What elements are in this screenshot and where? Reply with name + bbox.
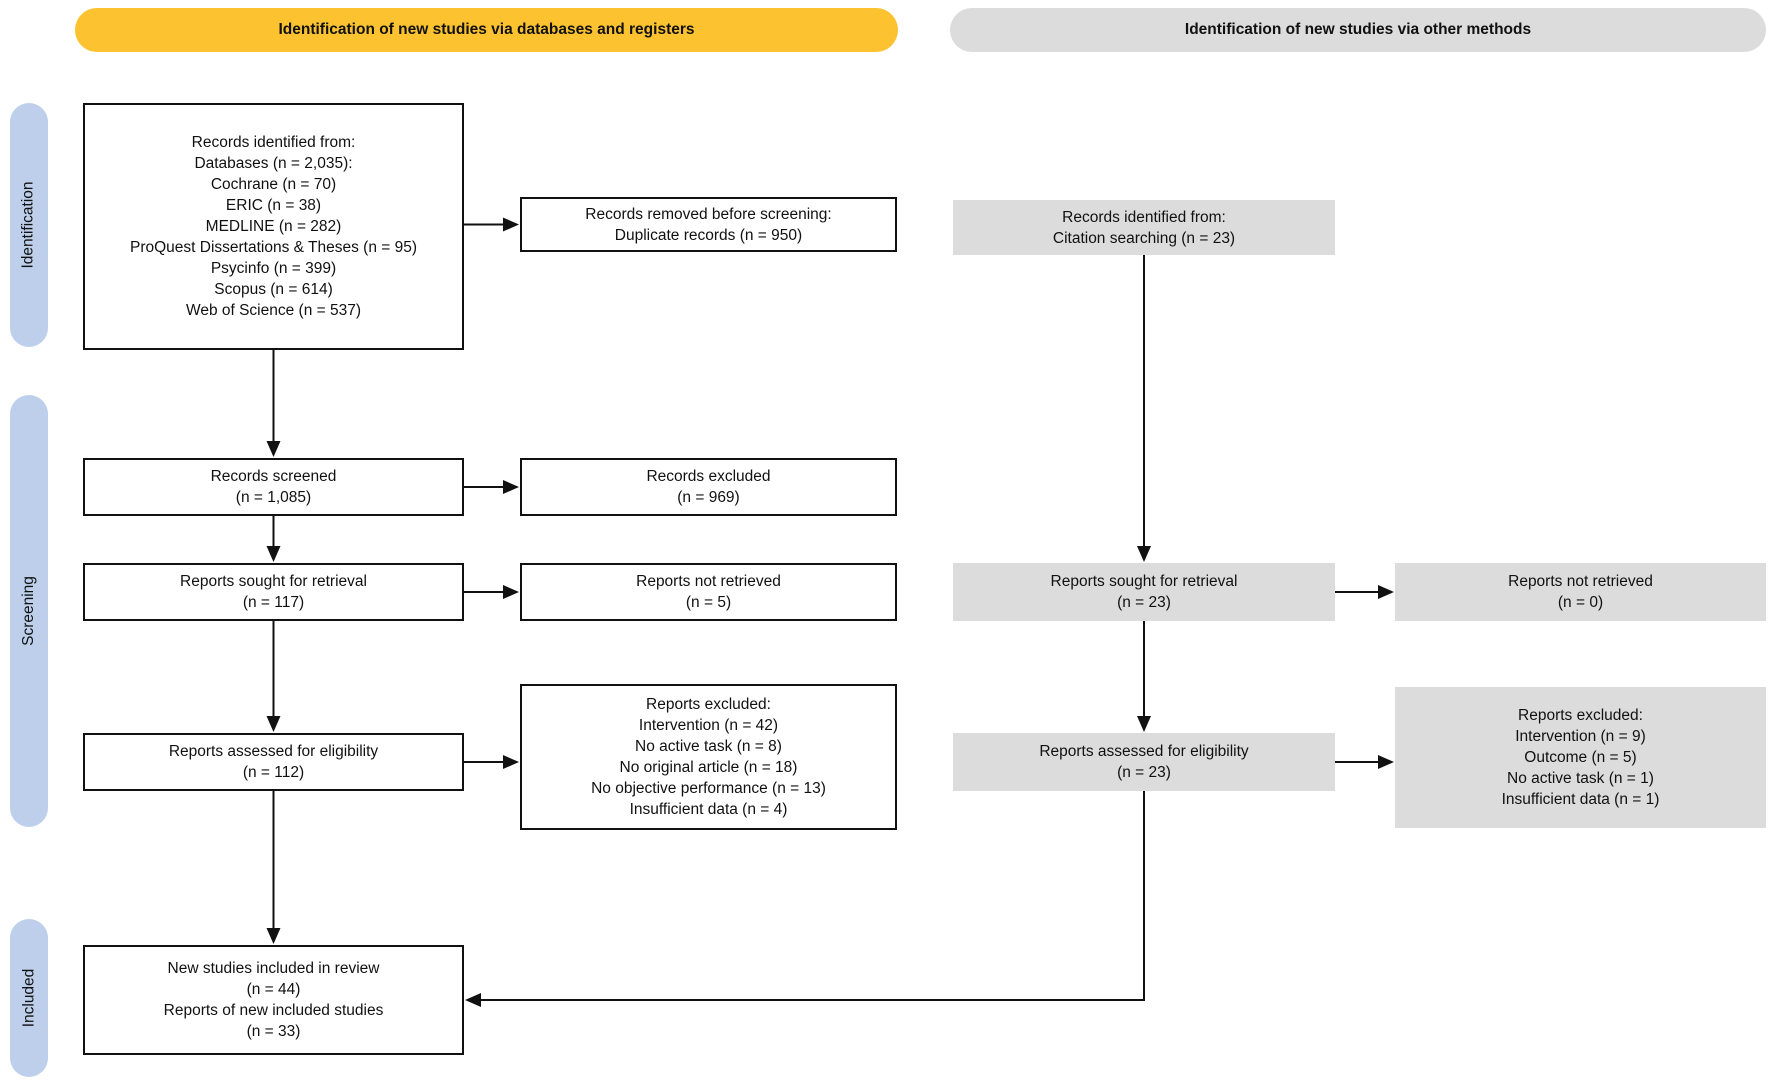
header-other-methods [950, 8, 1766, 52]
header-databases-registers-label: Identification of new studies via databases and registers [278, 21, 695, 38]
box-line: No active task (n = 8) [635, 738, 782, 755]
box-reports-not-retrieved-db [520, 563, 897, 621]
box-line: Reports excluded: [646, 696, 771, 713]
box-line: Reports sought for retrieval [180, 573, 367, 590]
box-line: Insufficient data (n = 4) [629, 801, 788, 818]
box-line: Intervention (n = 42) [638, 717, 779, 734]
box-line: Reports of new included studies [163, 1002, 384, 1019]
box-line: Reports not retrieved [1508, 573, 1653, 590]
box-line: No objective performance (n = 13) [591, 780, 826, 797]
box-line: (n = 44) [246, 981, 301, 998]
box-line: No active task (n = 1) [1507, 770, 1654, 787]
stage-included-label: Included [20, 968, 38, 1028]
stage-screening-label: Screening [20, 576, 38, 646]
box-records-excluded [520, 458, 897, 516]
box-line: Web of Science (n = 537) [185, 302, 362, 319]
box-line: (n = 117) [242, 594, 305, 611]
box-line: Psycinfo (n = 399) [210, 260, 337, 277]
box-reports-not-retrieved-other [1395, 563, 1766, 621]
stage-screening [10, 395, 48, 827]
box-reports-assessed-db [83, 733, 464, 791]
box-records-screened [83, 458, 464, 516]
box-records-identified [83, 103, 464, 350]
box-line: ProQuest Dissertations & Theses (n = 95) [129, 239, 418, 256]
box-line: No original article (n = 18) [619, 759, 798, 776]
box-included-studies [83, 945, 464, 1055]
box-line: Databases (n = 2,035): [194, 155, 353, 172]
box-reports-assessed-other [953, 733, 1335, 791]
box-line: Citation searching (n = 23) [1052, 229, 1236, 247]
box-line: (n = 969) [677, 489, 740, 506]
box-line: Records screened [210, 468, 337, 485]
box-line: (n = 112) [242, 764, 305, 781]
box-reports-sought-other [953, 563, 1335, 621]
box-line: (n = 5) [685, 594, 732, 611]
box-line: Reports not retrieved [636, 573, 781, 590]
box-line: Reports assessed for eligibility [168, 743, 379, 760]
box-line: Insufficient data (n = 1) [1501, 791, 1660, 808]
box-reports-excluded-db [520, 684, 897, 830]
box-line: MEDLINE (n = 282) [205, 218, 342, 235]
box-reports-excluded-other [1395, 687, 1766, 828]
box-line: (n = 0) [1557, 594, 1604, 611]
stage-identification-label: Identification [20, 181, 37, 269]
box-line: Duplicate records (n = 950) [614, 226, 803, 244]
header-other-methods-label: Identification of new studies via other methods [1184, 21, 1532, 38]
box-line: Reports excluded: [1518, 707, 1643, 724]
box-line: (n = 23) [1117, 764, 1171, 781]
box-line: (n = 1,085) [235, 489, 312, 506]
box-line: Records excluded [646, 468, 771, 485]
box-reports-sought-db [83, 563, 464, 621]
box-line: Scopus (n = 614) [214, 281, 333, 298]
box-line: Records identified from: [191, 134, 356, 151]
box-line: New studies included in review [167, 960, 380, 977]
box-line: (n = 33) [246, 1023, 301, 1040]
box-line: Intervention (n = 9) [1515, 728, 1646, 745]
box-line: Cochrane (n = 70) [210, 176, 337, 193]
stage-identification [10, 103, 48, 347]
box-line: (n = 23) [1117, 594, 1171, 611]
box-records-removed [520, 197, 897, 252]
header-databases-registers [75, 8, 898, 52]
box-line: Outcome (n = 5) [1524, 749, 1637, 766]
box-citation-searching [953, 200, 1335, 255]
box-line: Reports assessed for eligibility [1039, 743, 1249, 760]
box-line: Records identified from: [1062, 208, 1226, 226]
stage-included [10, 919, 48, 1077]
box-line: ERIC (n = 38) [225, 197, 322, 214]
box-line: Records removed before screening: [585, 205, 832, 223]
box-line: Reports sought for retrieval [1050, 573, 1238, 590]
